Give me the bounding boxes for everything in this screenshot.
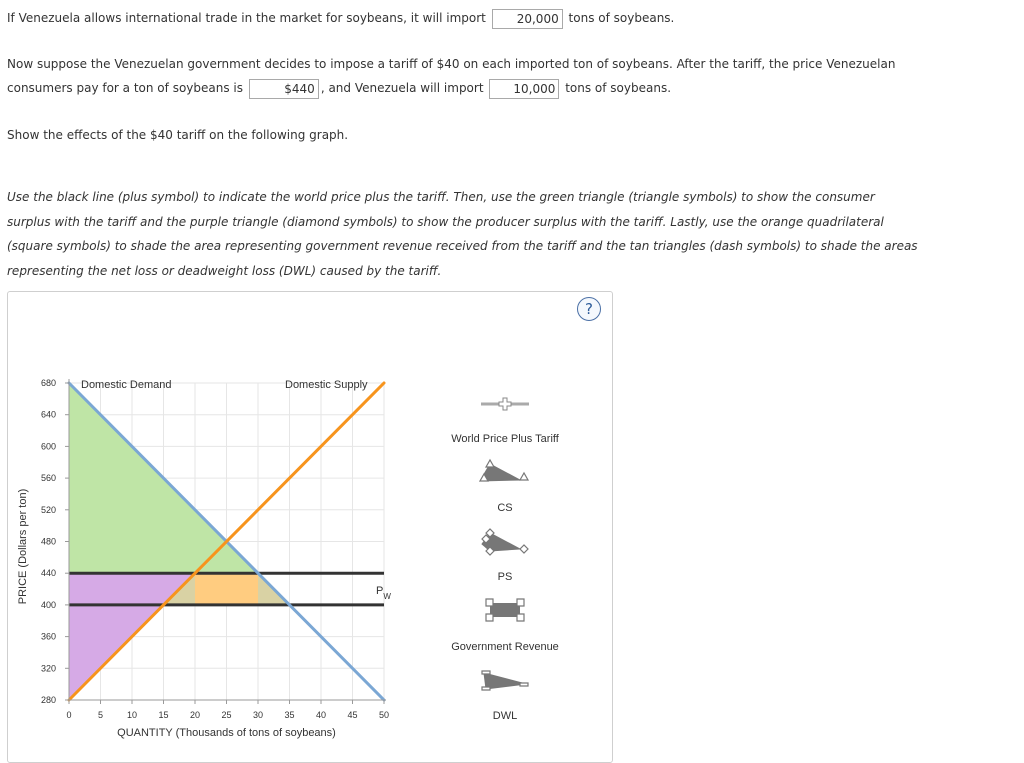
x-axis-label: QUANTITY (Thousands of tons of soybeans) (117, 727, 336, 739)
x-tick-label: 35 (284, 710, 295, 720)
q2-text: consumers pay for a ton of soybeans is (7, 81, 243, 95)
instructions-line: (square symbols) to shade the area representing government revenue received from the tariff and the tan triangles (dash symbols) to shade the areas (7, 239, 918, 253)
x-tick-label: 45 (347, 710, 358, 720)
y-tick-label: 600 (40, 441, 56, 452)
world-price-subscript: W (383, 591, 391, 601)
y-tick-label: 440 (40, 568, 56, 579)
x-tick-label: 10 (126, 710, 138, 720)
legend-label-tariff: World Price Plus Tariff (451, 433, 559, 445)
y-tick-label: 520 (40, 504, 56, 515)
question-2-line1: Now suppose the Venezuelan government decides to impose a tariff of $40 on each imported ton of soybeans. After the tariff, the price Venezuelan (7, 57, 896, 71)
y-tick-label: 280 (40, 695, 56, 705)
import-answer-box[interactable]: 20,000 (492, 9, 563, 29)
x-tick-label: 20 (189, 710, 201, 720)
legend-label-dwl: DWL (492, 710, 518, 722)
tariff-import-answer-box[interactable]: 10,000 (489, 79, 559, 99)
y-tick-label: 640 (40, 409, 56, 420)
square-shape-icon (490, 603, 520, 617)
q2-text-after: tons of soybeans. (565, 81, 672, 95)
instructions-line: Use the black line (plus symbol) to indicate the world price plus the tariff. Then, use the green triangle (triangle symbols) to show the consumer (7, 190, 875, 204)
plus-symbol-icon (499, 398, 511, 410)
x-tick-label: 30 (252, 710, 264, 720)
domestic-supply-label: Domestic Supply (285, 379, 368, 391)
y-tick-label: 400 (40, 599, 56, 610)
y-tick-label: 680 (40, 378, 56, 388)
x-tick-label: 25 (221, 710, 232, 720)
x-tick-label: 15 (158, 710, 169, 720)
legend-label-gov-revenue: Government Revenue (451, 641, 559, 653)
x-tick-label: 5 (97, 710, 104, 720)
q2-text-middle: , and Venezuela will import (320, 81, 484, 95)
legend (451, 398, 560, 722)
instructions-line: surplus with the tariff and the purple triangle (diamond symbols) to show the producer surplus with the tariff. Lastly, use the orange quadrilateral (7, 214, 884, 229)
y-tick-label: 560 (40, 473, 56, 484)
x-tick-label: 40 (315, 710, 327, 720)
y-axis-label: PRICE (Dollars per ton) (17, 488, 29, 605)
q1-text: If Venezuela allows international trade in the market for soybeans, it will import (7, 11, 486, 25)
instructions-line: representing the net loss or deadweight loss (DWL) caused by the tariff. (7, 263, 442, 278)
x-tick-label: 0 (66, 710, 72, 720)
y-tick-label: 360 (40, 631, 56, 642)
y-tick-label: 480 (40, 536, 56, 547)
government-revenue-region (195, 573, 258, 605)
help-icon[interactable]: ? (577, 297, 601, 321)
legend-label-ps: PS (497, 571, 513, 583)
question-3: Show the effects of the $40 tariff on the following graph. (7, 128, 349, 142)
q1-text-after: tons of soybeans. (568, 11, 675, 25)
world-price-label: $P_W$ (376, 584, 391, 601)
y-tick-label: 320 (40, 663, 56, 674)
price-answer-box[interactable]: $440 (249, 79, 319, 99)
domestic-demand-label: Domestic Demand (81, 379, 172, 391)
legend-label-cs: CS (497, 502, 513, 514)
x-tick-label: 50 (378, 710, 390, 720)
